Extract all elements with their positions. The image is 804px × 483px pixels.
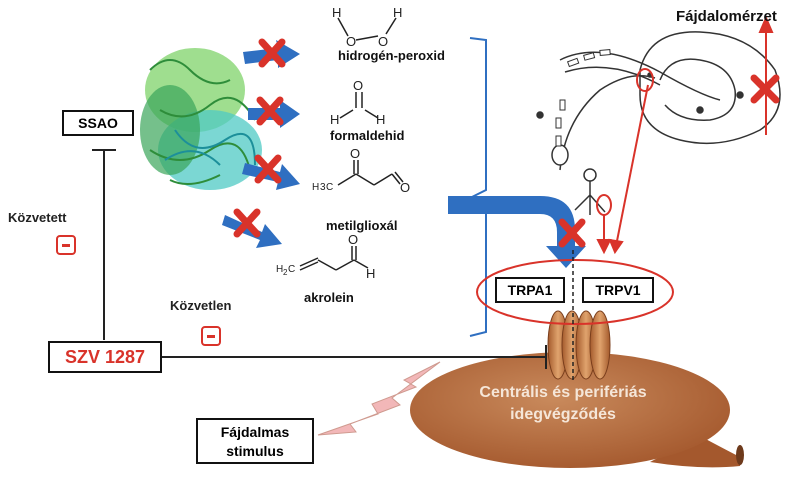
atom-letters (276, 5, 410, 281)
trpa1-box: TRPA1 (495, 277, 565, 303)
svg-text:H: H (332, 5, 342, 20)
svg-text:H: H (312, 182, 320, 193)
ssao-box: SSAO (62, 110, 134, 136)
svg-text:H: H (276, 264, 284, 275)
minus-icon-direct (201, 326, 221, 346)
molecule-label-3: akrolein (304, 290, 354, 305)
svg-text:O: O (350, 146, 361, 161)
svg-text:3: 3 (320, 182, 326, 193)
svg-text:H: H (393, 5, 403, 20)
svg-text:H: H (366, 266, 376, 281)
nerve-ending-line2: idegvégződés (510, 406, 616, 423)
svg-text:H: H (330, 112, 340, 127)
szv-box: SZV 1287 (48, 341, 162, 373)
trpv1-box: TRPV1 (582, 277, 654, 303)
svg-text:O: O (346, 34, 357, 49)
svg-text:H: H (376, 112, 386, 127)
stimulus-line1: Fájdalmas (220, 424, 290, 440)
nerve-ending-line1: Centrális és perifériás (479, 384, 647, 401)
fajdalomerzet-label: Fájdalomérzet (676, 8, 777, 25)
stimulus-box (196, 418, 314, 464)
molecule-label-2: metilglioxál (326, 218, 398, 233)
svg-text:C: C (288, 264, 296, 275)
kozvetett-label: Közvetett (8, 210, 67, 225)
kozvetlen-label: Közvetlen (170, 298, 232, 313)
svg-text:O: O (378, 34, 389, 49)
molecule-label-1: formaldehid (330, 128, 405, 143)
svg-text:O: O (353, 78, 364, 93)
ion-channel (548, 311, 610, 379)
svg-text:O: O (348, 232, 359, 247)
stimulus-line2: stimulus (226, 443, 284, 459)
minus-icon-indirect (56, 235, 76, 255)
blue-curved-arrow (448, 196, 586, 268)
svg-text:C: C (326, 182, 334, 193)
svg-text:O: O (400, 180, 411, 195)
myelin-segments (556, 50, 610, 146)
molecule-label-0: hidrogén-peroxid (338, 48, 445, 63)
svg-text:2: 2 (283, 268, 288, 277)
